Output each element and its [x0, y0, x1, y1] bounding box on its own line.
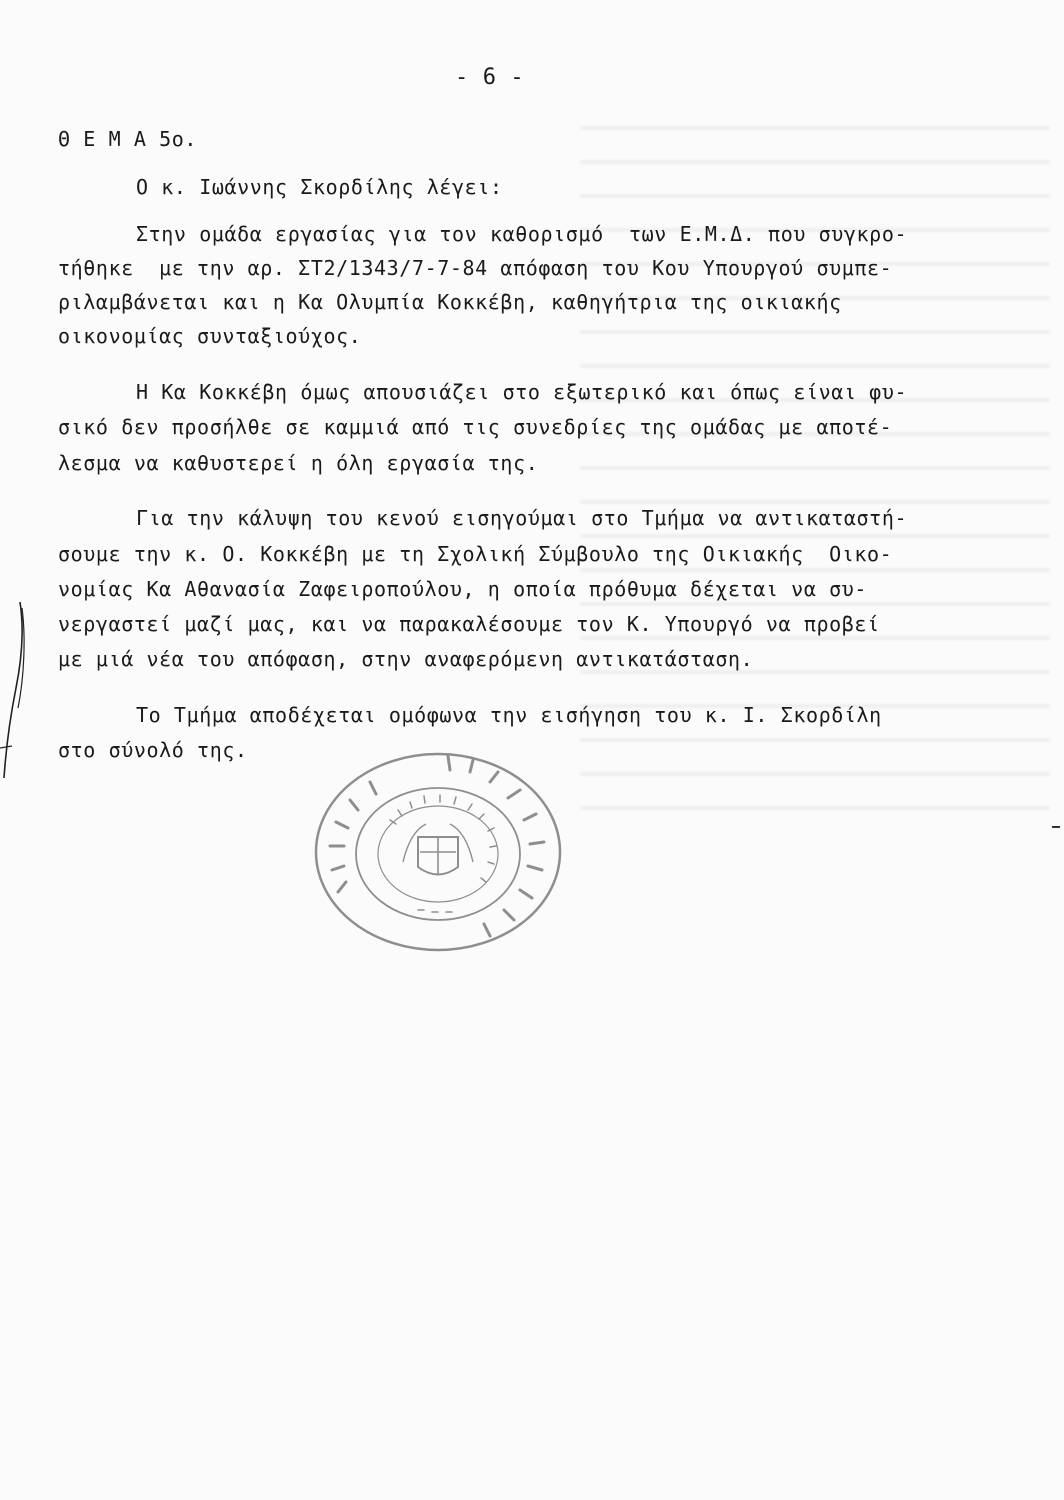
paragraph-1-line-2: τήθηκε με την αρ. ΣΤ2/1343/7-7-84 απόφαση του Κου Υπουργού συμπε-: [58, 256, 893, 280]
paragraph-2-line-3: λεσμα να καθυστερεί η όλη εργασία της.: [58, 451, 539, 475]
margin-dash: [1052, 826, 1060, 828]
paragraph-4-line-1: Το Τμήμα αποδέχεται ομόφωνα την εισήγηση του κ. Ι. Σκορδίλη: [136, 703, 882, 727]
margin-signature-mark: [0, 598, 30, 783]
paragraph-1-line-4: οικονομίας συνταξιούχος.: [58, 324, 362, 348]
paragraph-3-line-5: με μιά νέα του απόφαση, στην αναφερόμενη αντικατάσταση.: [58, 647, 754, 671]
official-seal: [298, 742, 568, 962]
paragraph-3-line-2: σουμε την κ. Ο. Κοκκέβη με τη Σχολική Σύμβουλο της Οικιακής Οικο-: [58, 542, 893, 566]
paragraph-3-line-3: νομίας Κα Αθανασία Ζαφειροπούλου, η οποία πρόθυμα δέχεται να συ-: [58, 577, 868, 601]
paragraph-2-line-1: Η Κα Κοκκέβη όμως απουσιάζει στο εξωτερικό και όπως είναι φυ-: [136, 380, 908, 404]
speaker-line: Ο κ. Ιωάννης Σκορδίλης λέγει:: [136, 175, 503, 199]
topic-heading: Θ Ε Μ Α 5ο.: [58, 127, 198, 151]
paragraph-1-line-3: ριλαμβάνεται και η Κα Ολυμπία Κοκκέβη, καθηγήτρια της οικιακής: [58, 290, 842, 314]
paragraph-1-line-1: Στην ομάδα εργασίας για τον καθορισμό των Ε.Μ.Δ. που συγκρο-: [136, 222, 908, 246]
paragraph-3-line-4: νεργαστεί μαζί μας, και να παρακαλέσουμε τον Κ. Υπουργό να προβεί: [58, 612, 880, 636]
paragraph-4-line-2: στο σύνολό της.: [58, 738, 248, 762]
page-number: - 6 -: [455, 65, 525, 90]
paragraph-2-line-2: σικό δεν προσήλθε σε καμμιά από τις συνεδρίες της ομάδας με αποτέ-: [58, 415, 893, 439]
paragraph-3-line-1: Για την κάλυψη του κενού εισηγούμαι στο Τμήμα να αντικαταστή-: [136, 506, 908, 530]
